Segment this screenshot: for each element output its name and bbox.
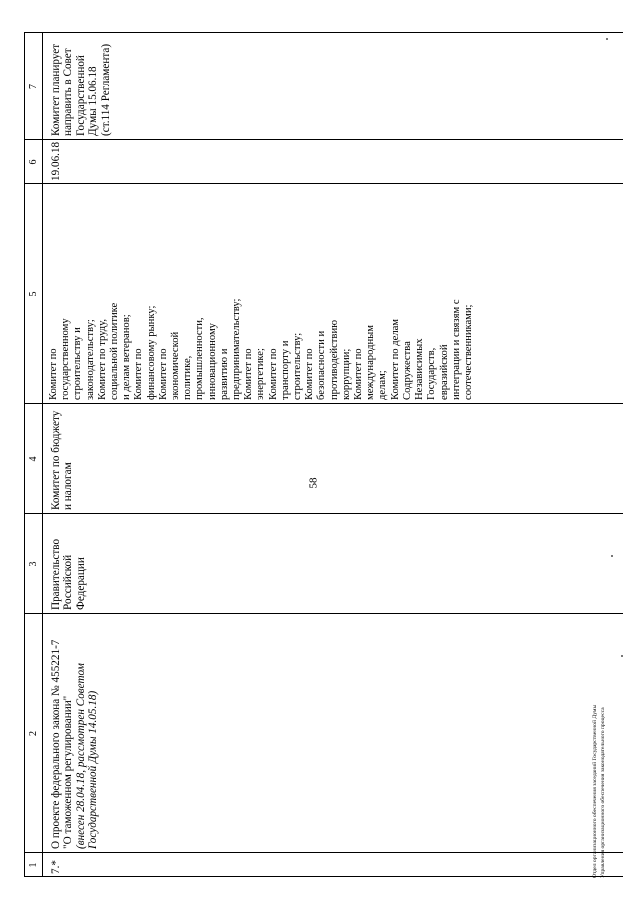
header-col-6: 6 xyxy=(28,159,39,165)
scan-speck xyxy=(606,38,608,40)
footer-line: Отдел организационного обеспечения заседаний Государственной Думы xyxy=(592,704,598,878)
bill-title-line: О проекте федерального закона № 455221-7 xyxy=(50,639,62,849)
header-col-7: 7 xyxy=(28,84,39,89)
co-executor-committees: Комитет по государственному строительству и законодательству; Комитет по труду, социальной политике и делам ветеранов; Комитет по финансовому рынку; Комитет по экономической политике, промышленности, инновационному развитию и предпринимательству; Комитет по энергетике; Комитет по транспорту и строительству; Комитет по безопасности и противодействию коррупции; Комитет по международным делам; Комитет по делам Содружества Независимых Государств, евразийской интеграции и связям с соотечественниками; xyxy=(48,298,474,400)
header-col-5: 5 xyxy=(28,291,39,297)
scan-speck xyxy=(621,655,623,657)
scan-speck xyxy=(611,555,613,557)
plan-note: Комитет планирует направить в Совет Государственной Думы 15.06.18 (ст.114 Регламента) xyxy=(50,43,112,136)
initiator: Правительство Российской Федерации xyxy=(50,538,87,610)
footer-line: Управления организационного обеспечения законодательного процесса xyxy=(599,707,606,878)
bill-note-line: (внесен 28.04.18, рассмотрен Советом xyxy=(74,663,87,849)
legislation-table xyxy=(24,32,623,877)
bill-title-line: "О таможенном регулировании" xyxy=(62,695,75,849)
header-col-2: 2 xyxy=(28,731,39,736)
responsible-committee: Комитет по бюджету и налогам xyxy=(50,410,75,510)
header-col-4: 4 xyxy=(28,456,39,462)
bill-title xyxy=(50,640,100,849)
header-col-3: 3 xyxy=(28,561,39,567)
row-number: 7.* xyxy=(50,860,62,874)
bill-note-line: Государственной Думы 14.05.18) xyxy=(87,690,100,849)
header-col-1: 1 xyxy=(28,862,39,868)
review-date: 19.06.18 xyxy=(50,141,62,181)
footer-department xyxy=(592,578,607,878)
page-number: 58 xyxy=(307,477,320,489)
